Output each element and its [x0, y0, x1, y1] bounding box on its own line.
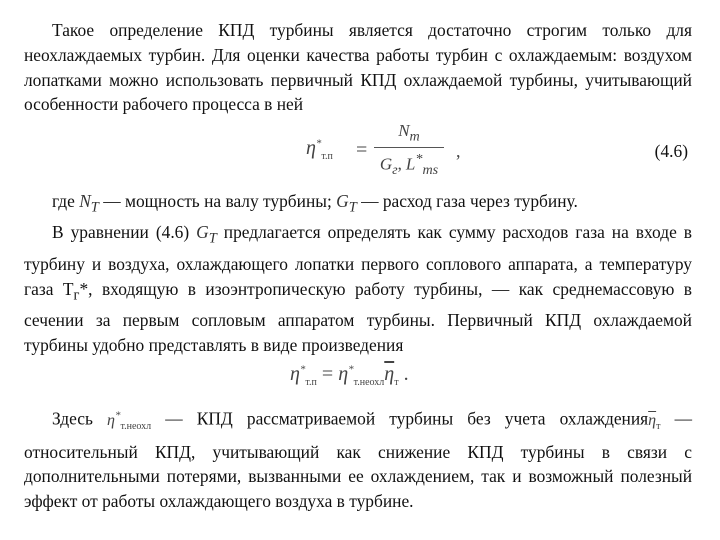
formula-lhs: $\eta^*_{т.п}$ [306, 137, 333, 163]
formula-comma: , [456, 141, 461, 162]
paragraph-equation-explanation: В уравнении (4.6) $G_T$ предлагается определять как сумму расходов газа на входе в турбину и воздуха, охлаждающего лопатки первого соплового аппарата, а температуру газа $Т_г*$, входящую в изоэнтропическую работу турбины, — как среднемассовую в сечении за первым сопловым аппаратом турбины. Первичный КПД охлаждаемой турбины удобно представлять в виде произведения [24, 222, 692, 355]
equation-4-6 [24, 119, 692, 189]
paragraph-here: Здесь $\eta^*_{т.неохл}$ — КПД рассматриваемой турбины без учета $охлаждения\overline{\eta}_т$ — относительный КПД, учитывающий как снижение КПД турбины в связи с дополнительными потерями, вызванными ее охлаждением, так и возможный полезный эффект от работы охлаждающего воздуха в турбине. [24, 408, 692, 512]
fraction-bar [374, 147, 444, 148]
formula-equals: = [356, 139, 368, 162]
paragraph-definition: Такое определение КПД турбины является достаточно строгим только для неохлаждаемых турбин. Для оценки качества работы турбин с охлаждаемым: воздухом лопатками можно использовать первичный КПД охлаждаемой турбины, учитывающий особенности рабочего процесса в ней [24, 20, 692, 115]
fraction-denominator: $G_г$, $L^*_{тs}$ [379, 151, 439, 179]
fraction-numerator: $N_т$ [398, 121, 420, 145]
document-page [24, 18, 692, 514]
paragraph-where: где $N_T$ — мощность на валу турбины; $G_T$ — расход газа через турбину. [52, 191, 578, 216]
formula-fraction [374, 121, 444, 179]
equation-number: (4.6) [654, 141, 688, 162]
equation-product [24, 361, 692, 401]
product-formula: $\eta^*_{т.п} = \eta^*_{т.неохл}\overline{\eta}_т$ . [290, 363, 409, 389]
